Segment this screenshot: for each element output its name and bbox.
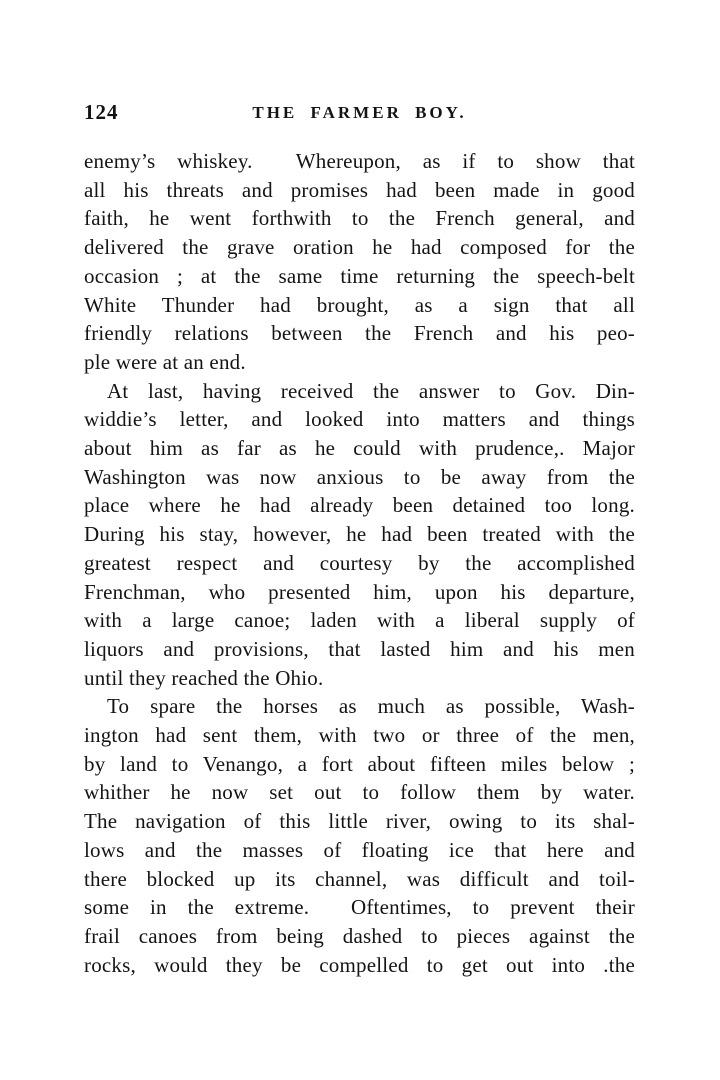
text-line: about him as far as he could with prudence,. Major [84,436,635,461]
text-line: all his threats and promises had been made in good [84,177,635,202]
text-line: faith, he went forthwith to the French general, and [84,206,635,231]
text-line: enemy’s whiskey. Whereupon, as if to show that [84,149,635,173]
text-line: until they reached the Ohio. [84,665,324,690]
text-line: frail canoes from being dashed to pieces against the [84,923,635,948]
running-title: THE FARMER BOY. [252,103,467,122]
text-line: some in the extreme. Oftentimes, to prevent their [84,895,635,920]
text-line: Washington was now anxious to be away from the [84,464,635,489]
text-line: At last, having received the answer to Gov. Din- [107,378,635,403]
text-line: The navigation of this little river, owing to its shal- [84,809,635,834]
text-line: there blocked up its channel, was difficult and toil- [84,866,635,891]
text-line: widdie’s letter, and looked into matters and things [84,407,635,432]
text-line: with a large canoe; laden with a liberal supply of [84,608,635,633]
text-lines [84,147,635,979]
page-number: 124 [84,100,119,124]
text-line: delivered the grave oration he had composed for the [84,235,635,260]
text-line: friendly relations between the French and his peo- [84,321,635,346]
text-line: ple were at an end. [84,349,246,374]
running-head [84,100,635,124]
text-line: lows and the masses of floating ice that here and [84,837,635,862]
text-line: ington had sent them, with two or three of the men, [84,723,635,748]
text-line: During his stay, however, he had been treated with the [84,522,635,547]
text-line: White Thunder had brought, as a sign that all [84,292,635,317]
text-line: occasion ; at the same time returning the speech-belt [84,263,635,288]
text-line: greatest respect and courtesy by the accomplished [84,550,635,575]
text-line: liquors and provisions, that lasted him and his men [84,636,635,661]
text-line: To spare the horses as much as possible, Wash- [107,694,635,719]
text-line: place where he had already been detained too long. [84,493,635,518]
text-line: whither he now set out to follow them by water. [84,780,635,805]
text-line: rocks, would they be compelled to get out into .the [84,952,635,977]
text-line: by land to Venango, a fort about fifteen miles below ; [84,751,635,776]
text-line: Frenchman, who presented him, upon his departure, [84,579,635,604]
